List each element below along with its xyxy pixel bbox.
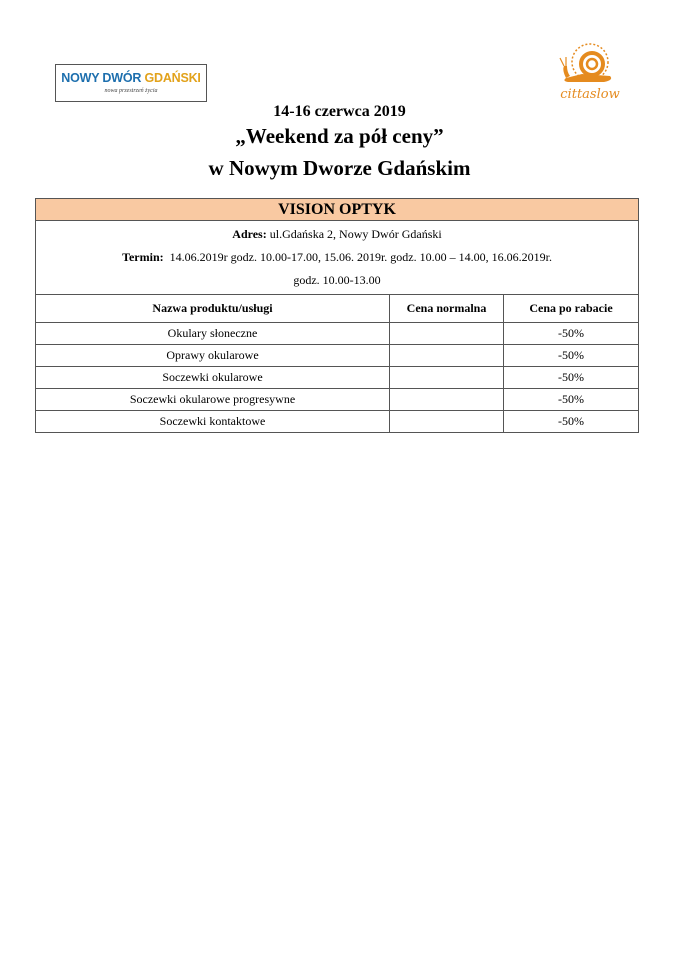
table-row: Soczewki okularowe progresywne -50%: [36, 389, 639, 411]
logo-wordmark: NOWY DWÓR GDAŃSKI: [61, 71, 201, 85]
col-header-normal-price: Cena normalna: [390, 295, 504, 323]
cittaslow-logo: [552, 38, 628, 102]
event-title: „Weekend za pół ceny”: [235, 124, 444, 148]
address-line: Adres: ul.Gdańska 2, Nowy Dwór Gdański: [232, 227, 442, 241]
shop-info: [36, 221, 639, 295]
logo-tagline: nowa przestrzeń życia: [104, 88, 158, 94]
snail-icon: [552, 38, 628, 88]
col-header-product: Nazwa produktu/usługi: [36, 295, 390, 323]
term-line-2: godz. 10.00-13.00: [293, 273, 381, 287]
cittaslow-wordmark: cittaslow: [560, 87, 620, 102]
table-row: Okulary słoneczne -50%: [36, 323, 639, 345]
table-row: Soczewki kontaktowe -50%: [36, 411, 639, 433]
shop-name: VISION OPTYK: [36, 199, 639, 221]
event-city: w Nowym Dworze Gdańskim: [208, 156, 471, 180]
term-line: Termin: 14.06.2019r godz. 10.00-17.00, 15.06. 2019r. godz. 10.00 – 14.00, 16.06.2019r.: [122, 250, 552, 264]
table-row: Soczewki okularowe -50%: [36, 367, 639, 389]
col-header-discount-price: Cena po rabacie: [504, 295, 639, 323]
offer-table: [35, 198, 639, 433]
table-row: Oprawy okularowe -50%: [36, 345, 639, 367]
nowy-dwor-gdanski-logo: [55, 64, 207, 102]
event-date: 14-16 czerwca 2019: [273, 103, 406, 120]
